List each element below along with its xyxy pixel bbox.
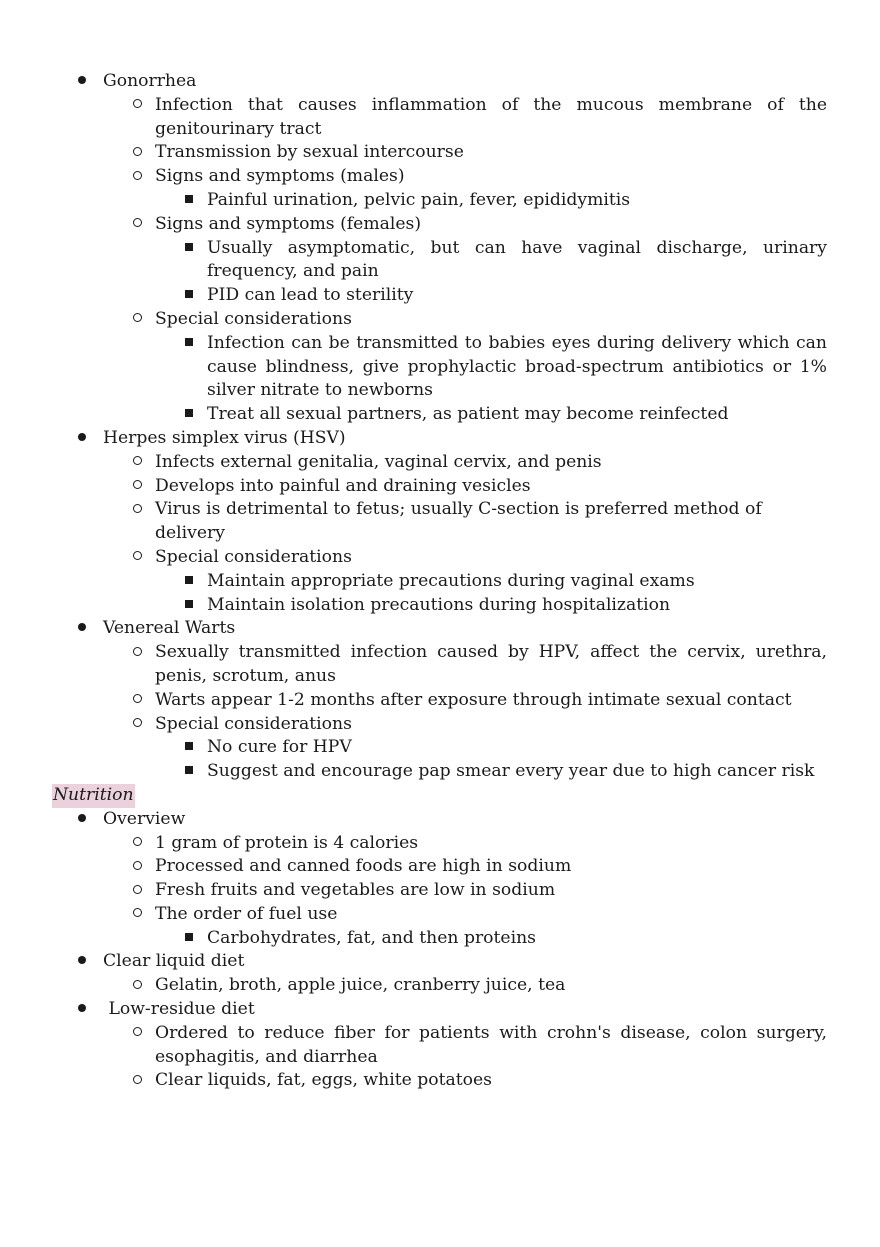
list-item — [155, 855, 827, 879]
topic-title: Herpes simplex virus (HSV) — [103, 427, 346, 448]
circle-bullet-icon — [131, 141, 143, 165]
list-item — [103, 808, 827, 832]
list-item — [155, 165, 827, 189]
square-bullet-icon — [183, 927, 195, 951]
section-heading-row — [0, 784, 880, 808]
square-bullet-icon — [183, 237, 195, 261]
circle-bullet-icon — [131, 546, 143, 570]
item-text: Special considerations — [155, 546, 352, 567]
list-item — [155, 498, 827, 546]
list-item — [155, 879, 827, 903]
list-item — [207, 332, 827, 403]
topic-title: Low-residue diet — [103, 999, 255, 1020]
item-text: Transmission by sexual intercourse — [155, 142, 464, 163]
document-page — [0, 70, 880, 1093]
item-text: PID can lead to sterility — [207, 285, 414, 306]
item-text: Clear liquids, fat, eggs, white potatoes — [155, 1070, 492, 1091]
circle-bullet-icon — [131, 1022, 143, 1046]
bullet-icon — [76, 998, 88, 1022]
bullet-icon — [76, 70, 88, 94]
circle-bullet-icon — [131, 213, 143, 237]
square-bullet-icon — [183, 284, 195, 308]
list-item — [103, 70, 827, 94]
item-text: Ordered to reduce fiber for patients with crohn's disease, colon surgery, esophagitis, and diarrhea — [155, 1022, 827, 1067]
item-text: Virus is detrimental to fetus; usually C-section is preferred method of delivery — [155, 499, 762, 544]
list-item — [155, 641, 827, 689]
list-item — [103, 950, 827, 974]
item-text: Signs and symptoms (females) — [155, 213, 422, 234]
square-bullet-icon — [183, 760, 195, 784]
item-text: Usually asymptomatic, but can have vaginal discharge, urinary frequency, and pain — [207, 237, 827, 282]
circle-bullet-icon — [131, 1069, 143, 1093]
circle-bullet-icon — [131, 641, 143, 665]
item-text: Suggest and encourage pap smear every year due to high cancer risk — [207, 761, 815, 782]
item-text: Treat all sexual partners, as patient may become reinfected — [207, 404, 729, 425]
item-text: Painful urination, pelvic pain, fever, epididymitis — [207, 189, 631, 210]
list-item — [155, 475, 827, 499]
circle-bullet-icon — [131, 308, 143, 332]
list-item — [155, 713, 827, 737]
item-text: Infects external genitalia, vaginal cervix, and penis — [155, 451, 602, 472]
list-item — [155, 832, 827, 856]
list-item — [207, 284, 827, 308]
item-text: Develops into painful and draining vesicles — [155, 475, 531, 496]
item-text: Maintain isolation precautions during hospitalization — [207, 594, 671, 615]
item-text: Carbohydrates, fat, and then proteins — [207, 927, 536, 948]
square-bullet-icon — [183, 189, 195, 213]
circle-bullet-icon — [131, 713, 143, 737]
list-item — [207, 237, 827, 285]
circle-bullet-icon — [131, 498, 143, 522]
item-text: Maintain appropriate precautions during vaginal exams — [207, 570, 695, 591]
list-item — [155, 213, 827, 237]
item-text: Signs and symptoms (males) — [155, 166, 405, 187]
item-text: The order of fuel use — [155, 903, 338, 924]
circle-bullet-icon — [131, 475, 143, 499]
item-text: Infection can be transmitted to babies eyes during delivery which can cause blindness, give prophylactic broad-spectrum antibiotics or 1% silver nitrate to newborns — [207, 332, 827, 401]
circle-bullet-icon — [131, 879, 143, 903]
item-text: Processed and canned foods are high in sodium — [155, 856, 572, 877]
bullet-icon — [76, 617, 88, 641]
list-item — [155, 141, 827, 165]
item-text: Special considerations — [155, 713, 352, 734]
list-item — [207, 927, 827, 951]
list-item — [207, 403, 827, 427]
circle-bullet-icon — [131, 855, 143, 879]
list-item — [155, 903, 827, 927]
square-bullet-icon — [183, 594, 195, 618]
list-item — [155, 546, 827, 570]
item-text: Warts appear 1-2 months after exposure through intimate sexual contact — [155, 689, 792, 710]
item-text: 1 gram of protein is 4 calories — [155, 832, 419, 853]
circle-bullet-icon — [131, 689, 143, 713]
circle-bullet-icon — [131, 832, 143, 856]
item-text: Fresh fruits and vegetables are low in sodium — [155, 880, 556, 901]
topic-title: Overview — [103, 808, 186, 829]
list-item — [155, 689, 827, 713]
bullet-icon — [76, 808, 88, 832]
circle-bullet-icon — [131, 451, 143, 475]
list-item — [207, 189, 827, 213]
item-text: Infection that causes inflammation of the mucous membrane of the genitourinary tract — [155, 94, 827, 139]
square-bullet-icon — [183, 736, 195, 760]
topic-title: Clear liquid diet — [103, 951, 245, 972]
square-bullet-icon — [183, 403, 195, 427]
circle-bullet-icon — [131, 94, 143, 118]
item-text: Special considerations — [155, 308, 352, 329]
list-item — [207, 594, 827, 618]
list-item — [207, 760, 827, 784]
section-heading: Nutrition — [52, 784, 135, 808]
square-bullet-icon — [183, 332, 195, 356]
circle-bullet-icon — [131, 165, 143, 189]
item-text: Gelatin, broth, apple juice, cranberry juice, tea — [155, 975, 566, 996]
list-item — [103, 427, 827, 451]
bullet-icon — [76, 950, 88, 974]
list-item — [207, 736, 827, 760]
list-item — [155, 451, 827, 475]
item-text: Sexually transmitted infection caused by HPV, affect the cervix, urethra, penis, scrotum, anus — [155, 642, 827, 686]
bullet-icon — [76, 427, 88, 451]
item-text: No cure for HPV — [207, 737, 352, 758]
square-bullet-icon — [183, 570, 195, 594]
list-item — [155, 1022, 827, 1070]
circle-bullet-icon — [131, 903, 143, 927]
list-item — [103, 998, 827, 1022]
list-item — [103, 617, 827, 641]
list-item — [155, 1069, 827, 1093]
circle-bullet-icon — [131, 974, 143, 998]
list-item — [155, 974, 827, 998]
list-item — [155, 308, 827, 332]
list-item — [155, 94, 827, 142]
list-item — [207, 570, 827, 594]
topic-title: Venereal Warts — [103, 618, 236, 639]
topic-title: Gonorrhea — [103, 71, 197, 91]
